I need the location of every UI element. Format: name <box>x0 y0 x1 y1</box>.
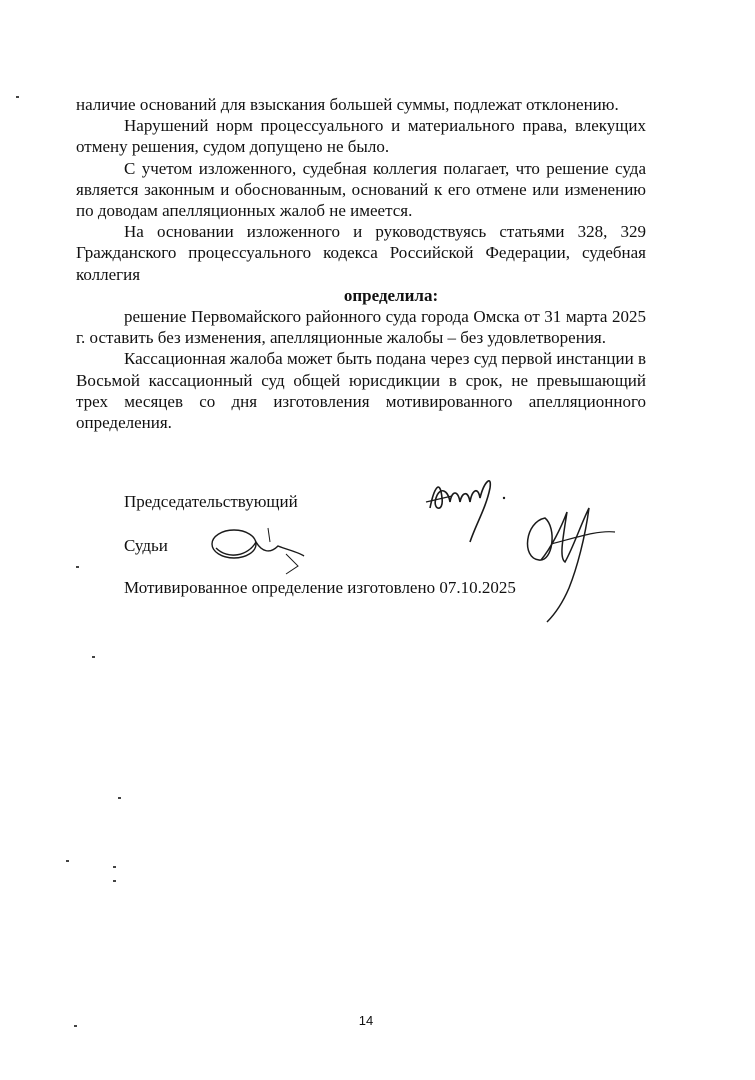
paragraph-1: наличие оснований для взыскания большей суммы, подлежат отклонению. <box>76 95 619 114</box>
document-body <box>76 94 646 433</box>
scan-speck <box>66 860 69 862</box>
ruling-paragraph-1: решение Первомайского районного суда города Омска от 31 марта 2025 г. оставить без изменения, апелляционные жалобы – без удовлетворения. <box>76 307 646 348</box>
ruling-heading: определила: <box>343 285 439 305</box>
presiding-judge-label: Председательствующий <box>124 492 298 511</box>
paragraph-3: С учетом изложенного, судебная коллегия полагает, что решение суда является законным и обоснованным, оснований к его отмене или изменению по доводам апелляционных жалоб не имеется. <box>76 158 646 221</box>
scan-speck <box>76 566 79 568</box>
scan-speck <box>92 656 95 658</box>
ruling-paragraph-2: Кассационная жалоба может быть подана через суд первой инстанции в Восьмой кассационный суд общей юрисдикции в срок, не превышающий трех месяцев со дня изготовления мотивированного апелляционного определения. <box>76 349 646 433</box>
judge-signature-oval-icon <box>208 520 318 590</box>
scan-speck <box>16 96 19 98</box>
judges-label: Судьи <box>124 536 168 555</box>
footer-note: Мотивированное определение изготовлено 07.10.2025 <box>124 578 516 597</box>
scan-speck <box>113 880 116 882</box>
scan-speck <box>74 1025 77 1027</box>
scan-speck <box>118 797 121 799</box>
paragraph-2: Нарушений норм процессуального и материального права, влекущих отмену решения, судом допущено не было. <box>76 116 646 157</box>
scan-speck <box>113 866 116 868</box>
judge-signature-icon <box>505 498 625 628</box>
page-number: 14 <box>358 1013 374 1028</box>
paragraph-4: На основании изложенного и руководствуясь статьями 328, 329 Гражданского процессуального кодекса Российской Федерации, судебная коллегия <box>76 222 646 284</box>
